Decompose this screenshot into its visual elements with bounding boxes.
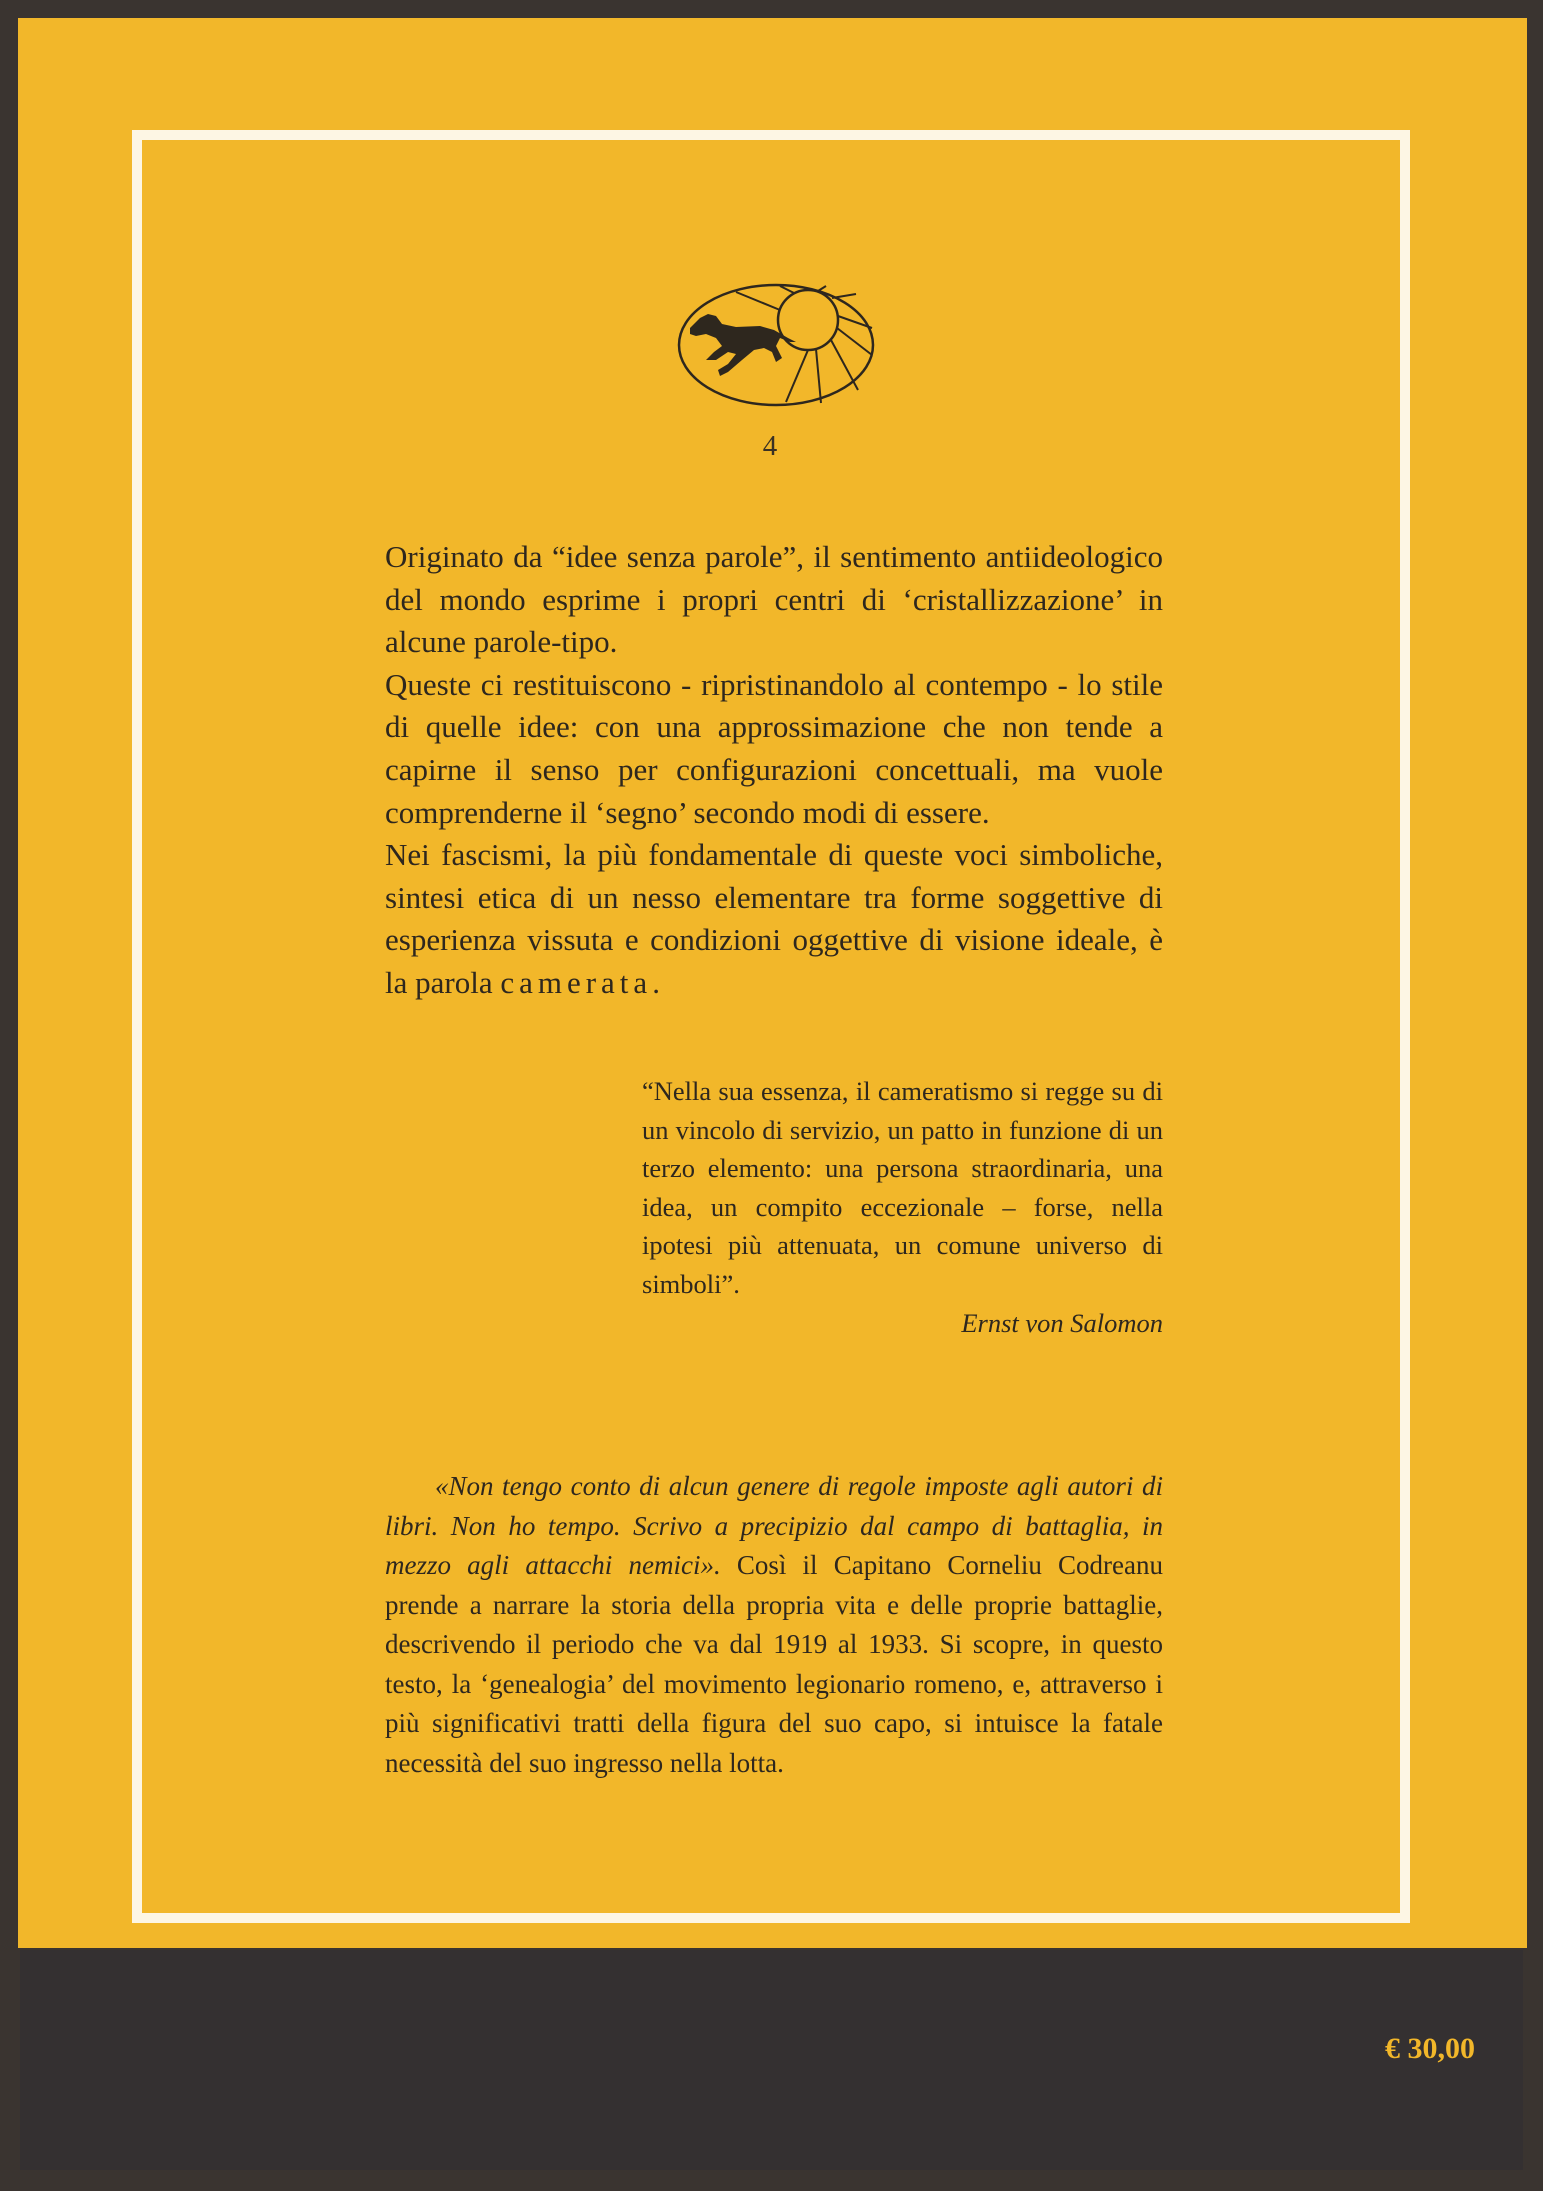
horse-sun-logo-icon [676,280,876,410]
keyword-camerata: camerata [500,964,653,1000]
description-paragraph [385,1467,1163,1783]
main-paragraph-3-end: . [652,964,660,1000]
epigraph-quote [642,1072,1163,1342]
series-number: 4 [762,430,778,462]
book-description [385,1467,1163,1783]
description-text: Così il Capitano Corneliu Codreanu prende a narrare la storia della propria vita e delle proprie battaglie, descrivendo il periodo che va dal 1919 al 1933. Si scopre, in questo testo, la ‘genealogia’ del movimento legionario romeno, e, attraverso i più significativi tratti della figura del suo capo, si intuisce la fatale necessità del suo ingresso nella lotta. [385,1550,1163,1778]
quote-author: Ernst von Salomon [961,1307,1163,1338]
main-paragraph-1: Originato da “idee senza parole”, il sentimento antiideologico del mondo esprime i propri centri di ‘cristallizzazione’ in alcune parole-tipo. [385,539,1163,660]
bottom-band [20,1950,1523,2170]
main-text [385,536,1163,1005]
quote-text: “Nella sua essenza, il cameratismo si regge su di un vincolo di servizio, un patto in funzione di un terzo elemento: una persona straordinaria, una idea, un compito eccezionale – forse, nella ipotesi più attenuata, un comune universo di simboli”. [642,1076,1163,1299]
price-label: € 30,00 [1385,2032,1475,2065]
description-italic-quote: «Non tengo conto di alcun genere di regole imposte agli autori di libri. Non ho tempo. Scrivo a precipizio dal campo di battaglia, in mezzo agli attacchi nemici». [385,1471,1163,1580]
main-paragraph-3 [385,834,1163,1004]
main-paragraph-3-text: Nei fascismi, la più fondamentale di queste voci simboliche, sintesi etica di un nesso elementare tra forme soggettive di esperienza vissuta e condizioni oggettive di visione ideale, è la parola [385,837,1163,1000]
main-paragraph-2: Queste ci restituiscono - ripristinandolo al contempo - lo stile di quelle idee: con una approssimazione che non tende a capirne il senso per configurazioni concettuali, ma vuole comprenderne il ‘segno’ secondo modi di essere. [385,666,1163,830]
